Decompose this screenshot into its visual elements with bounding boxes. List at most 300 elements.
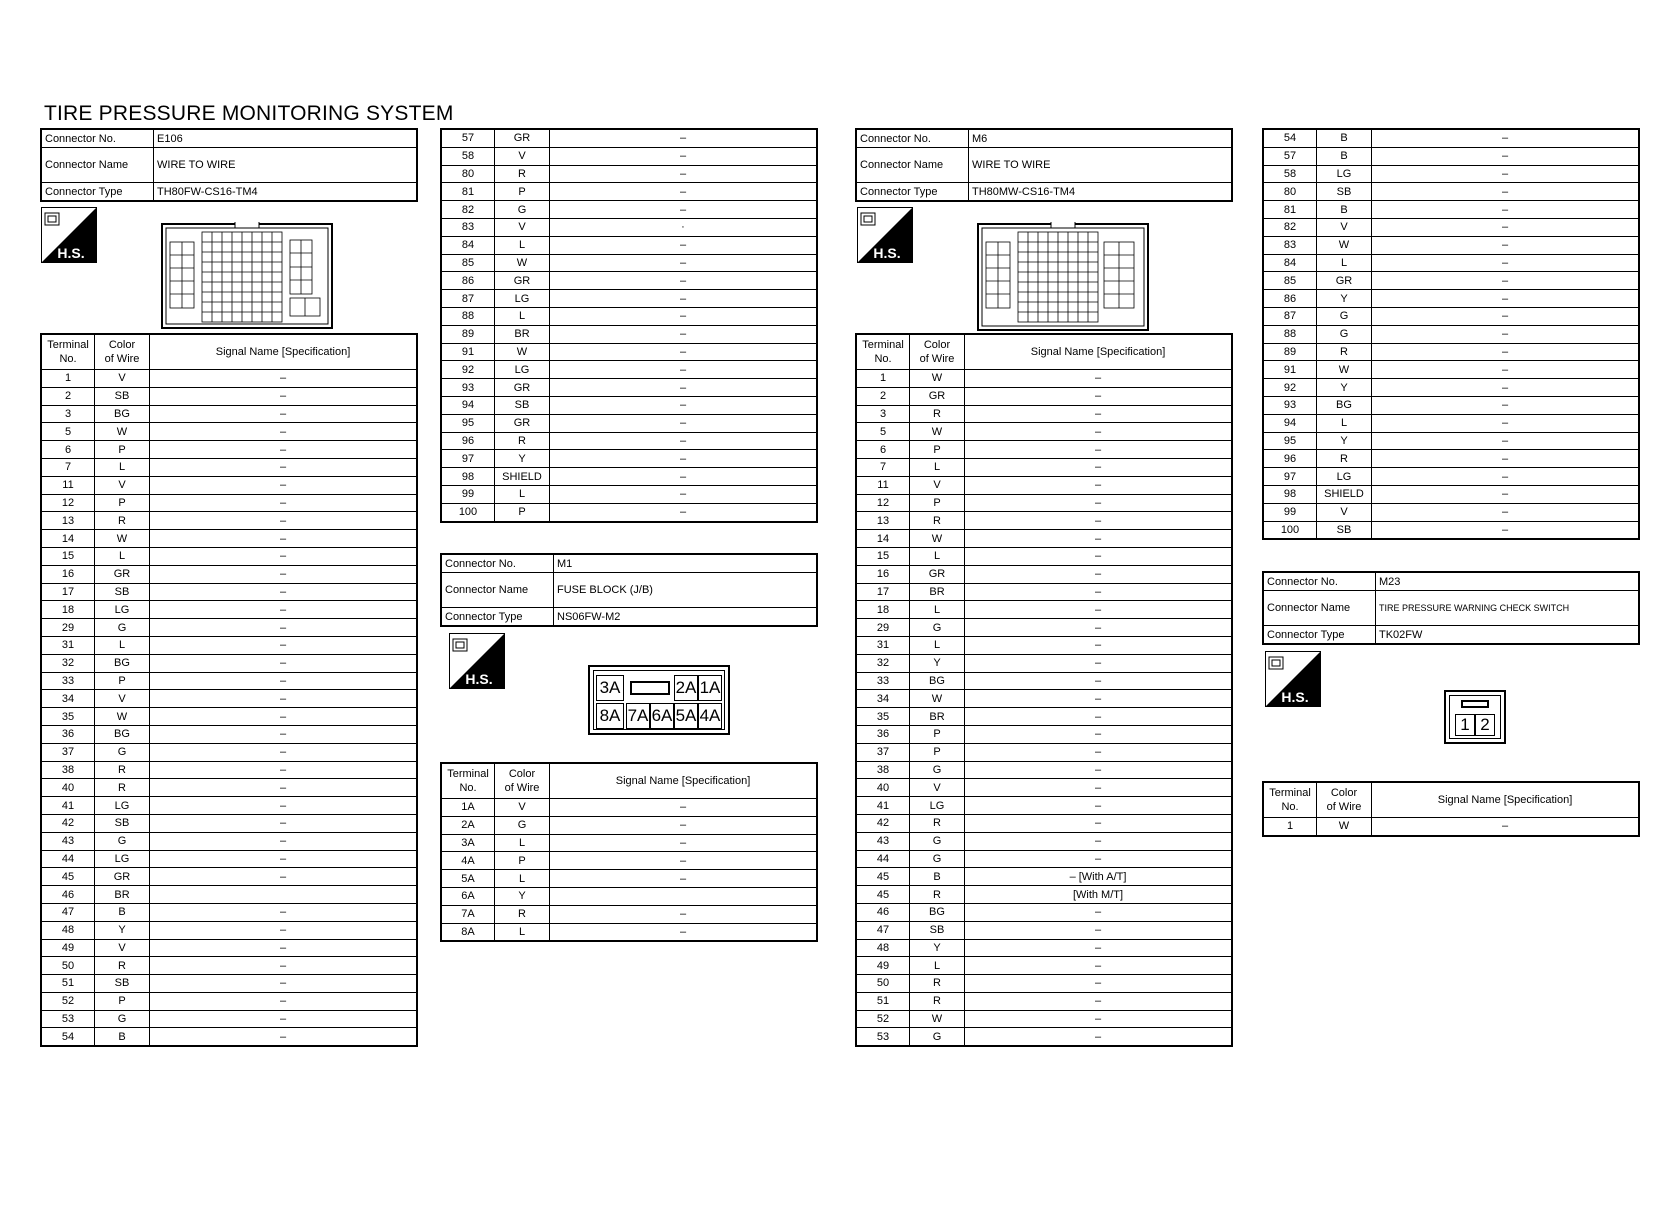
table-row bbox=[41, 1028, 417, 1046]
terminal-no-cell: 7 bbox=[41, 458, 95, 476]
terminal-no-cell: 34 bbox=[856, 690, 910, 708]
signal-name-cell: – bbox=[550, 147, 818, 165]
table-row bbox=[41, 850, 417, 868]
wire-color-cell: G bbox=[910, 761, 965, 779]
wire-color-cell: LG bbox=[95, 797, 150, 815]
wire-color-cell: SB bbox=[95, 975, 150, 993]
connector-lock bbox=[630, 681, 670, 695]
table-row bbox=[41, 779, 417, 797]
signal-name-cell: – bbox=[965, 903, 1233, 921]
table-row bbox=[441, 852, 817, 870]
terminal-no-cell: 37 bbox=[41, 743, 95, 761]
table-row bbox=[41, 797, 417, 815]
signal-name-cell: – bbox=[1372, 396, 1640, 414]
table-row bbox=[41, 992, 417, 1010]
cavity-8a: 8A bbox=[596, 703, 624, 729]
table-row bbox=[1263, 379, 1639, 397]
table-row bbox=[41, 672, 417, 690]
terminal-no-cell: 82 bbox=[441, 201, 495, 219]
signal-name-cell: – bbox=[550, 272, 818, 290]
connector-lock bbox=[1461, 700, 1489, 708]
wire-color-cell: W bbox=[910, 423, 965, 441]
terminal-no-cell: 93 bbox=[1263, 396, 1317, 414]
cavity-1: 1 bbox=[1455, 714, 1475, 736]
color-of-wire-header: Color of Wire bbox=[495, 763, 550, 799]
terminal-no-cell: 99 bbox=[1263, 503, 1317, 521]
wire-color-cell: P bbox=[95, 494, 150, 512]
terminal-no-cell: 80 bbox=[1263, 183, 1317, 201]
signal-name-cell: – bbox=[1372, 379, 1640, 397]
terminal-no-header: Terminal No. bbox=[41, 334, 95, 370]
signal-name-cell bbox=[550, 887, 818, 905]
terminal-no-cell: 14 bbox=[856, 530, 910, 548]
wire-color-cell: G bbox=[95, 832, 150, 850]
terminal-no-cell: 46 bbox=[856, 903, 910, 921]
table-row bbox=[856, 494, 1232, 512]
signal-name-cell: – bbox=[550, 183, 818, 201]
terminal-table-m6-a bbox=[855, 333, 1233, 1047]
table-row bbox=[856, 547, 1232, 565]
wire-color-cell: P bbox=[910, 725, 965, 743]
signal-name-header: Signal Name [Specification] bbox=[150, 334, 418, 370]
wire-color-cell: W bbox=[910, 1010, 965, 1028]
wire-color-cell: BG bbox=[95, 405, 150, 423]
wire-color-cell: L bbox=[495, 485, 550, 503]
connector-type-value: NS06FW-M2 bbox=[554, 608, 818, 627]
table-row bbox=[856, 992, 1232, 1010]
table-row bbox=[441, 468, 817, 486]
terminal-no-cell: 1 bbox=[41, 370, 95, 388]
table-row bbox=[856, 850, 1232, 868]
signal-name-cell: [With M/T] bbox=[965, 886, 1233, 904]
hs-label: H.S. bbox=[873, 245, 901, 261]
wire-color-cell: Y bbox=[1317, 432, 1372, 450]
table-row bbox=[41, 903, 417, 921]
signal-name-cell: – bbox=[550, 343, 818, 361]
cavity-4a: 4A bbox=[698, 703, 722, 729]
connector-info-m23 bbox=[1262, 571, 1640, 645]
table-row bbox=[856, 423, 1232, 441]
table-row bbox=[856, 814, 1232, 832]
table-row bbox=[1263, 396, 1639, 414]
terminal-no-cell: 42 bbox=[41, 814, 95, 832]
terminal-table-e106-b bbox=[440, 128, 818, 523]
wire-color-cell: V bbox=[910, 476, 965, 494]
wire-color-cell: G bbox=[495, 816, 550, 834]
table-row bbox=[441, 201, 817, 219]
terminal-no-cell: 1A bbox=[441, 799, 495, 817]
table-row bbox=[856, 708, 1232, 726]
signal-name-cell: – bbox=[150, 1010, 418, 1028]
signal-name-cell: – bbox=[1372, 201, 1640, 219]
table-row bbox=[441, 236, 817, 254]
table-row bbox=[1263, 307, 1639, 325]
wire-color-cell: L bbox=[910, 636, 965, 654]
table-row bbox=[856, 725, 1232, 743]
wire-color-cell: G bbox=[1317, 307, 1372, 325]
wire-color-cell: V bbox=[95, 476, 150, 494]
wire-color-cell: W bbox=[95, 708, 150, 726]
wire-color-cell: P bbox=[95, 672, 150, 690]
signal-name-cell: – bbox=[150, 405, 418, 423]
terminal-no-cell: 29 bbox=[856, 619, 910, 637]
wire-color-cell: G bbox=[95, 619, 150, 637]
table-row bbox=[856, 779, 1232, 797]
terminal-no-cell: 54 bbox=[1263, 129, 1317, 147]
terminal-no-cell: 85 bbox=[1263, 272, 1317, 290]
terminal-no-cell: 3A bbox=[441, 834, 495, 852]
table-row bbox=[41, 1010, 417, 1028]
wire-color-cell: GR bbox=[495, 272, 550, 290]
terminal-no-cell: 42 bbox=[856, 814, 910, 832]
signal-name-cell: – bbox=[965, 583, 1233, 601]
wire-color-cell: W bbox=[495, 343, 550, 361]
color-of-wire-header: Color of Wire bbox=[95, 334, 150, 370]
table-row bbox=[856, 868, 1232, 886]
wire-color-cell: G bbox=[910, 1028, 965, 1046]
signal-name-cell: – bbox=[150, 903, 418, 921]
connector-name-label: Connector Name bbox=[441, 573, 554, 608]
cavity-7a: 7A bbox=[626, 703, 650, 729]
table-row bbox=[41, 619, 417, 637]
terminal-no-cell: 40 bbox=[856, 779, 910, 797]
wire-color-cell: V bbox=[1317, 218, 1372, 236]
signal-name-cell: – bbox=[150, 370, 418, 388]
wire-color-cell: BG bbox=[910, 672, 965, 690]
signal-name-cell: – bbox=[965, 601, 1233, 619]
signal-name-cell: – bbox=[965, 441, 1233, 459]
table-row bbox=[856, 565, 1232, 583]
cavity-6a: 6A bbox=[650, 703, 674, 729]
wire-color-cell: L bbox=[95, 547, 150, 565]
terminal-no-cell: 5A bbox=[441, 870, 495, 888]
table-row bbox=[41, 512, 417, 530]
terminal-no-cell: 47 bbox=[41, 903, 95, 921]
wire-color-cell: Y bbox=[95, 921, 150, 939]
signal-name-cell: · bbox=[550, 218, 818, 236]
signal-name-cell: – bbox=[150, 387, 418, 405]
table-row bbox=[441, 183, 817, 201]
signal-name-cell: – bbox=[150, 512, 418, 530]
connector-face-m23 bbox=[1444, 690, 1506, 744]
signal-name-cell: – bbox=[1372, 343, 1640, 361]
table-row bbox=[1263, 450, 1639, 468]
table-row bbox=[1263, 361, 1639, 379]
terminal-no-cell: 6A bbox=[441, 887, 495, 905]
table-row bbox=[856, 832, 1232, 850]
wire-color-cell: W bbox=[1317, 236, 1372, 254]
table-row bbox=[1263, 236, 1639, 254]
connector-no-value: E106 bbox=[154, 129, 418, 148]
table-row bbox=[41, 939, 417, 957]
table-row bbox=[41, 565, 417, 583]
connector-name-value: WIRE TO WIRE bbox=[969, 148, 1233, 183]
connector-no-value: M1 bbox=[554, 554, 818, 573]
wire-color-cell: B bbox=[95, 1028, 150, 1046]
terminal-no-cell: 3 bbox=[41, 405, 95, 423]
terminal-no-cell: 99 bbox=[441, 485, 495, 503]
terminal-no-cell: 49 bbox=[41, 939, 95, 957]
terminal-no-cell: 11 bbox=[41, 476, 95, 494]
terminal-no-cell: 97 bbox=[1263, 468, 1317, 486]
table-row bbox=[1263, 272, 1639, 290]
cavity-3a: 3A bbox=[596, 675, 624, 701]
table-row bbox=[856, 743, 1232, 761]
table-row bbox=[856, 512, 1232, 530]
table-row bbox=[1263, 432, 1639, 450]
terminal-no-cell: 5 bbox=[856, 423, 910, 441]
terminal-no-cell: 31 bbox=[41, 636, 95, 654]
signal-name-cell: – bbox=[150, 654, 418, 672]
terminal-no-cell: 34 bbox=[41, 690, 95, 708]
signal-name-cell: – bbox=[150, 601, 418, 619]
signal-name-cell: – bbox=[550, 254, 818, 272]
terminal-no-cell: 95 bbox=[1263, 432, 1317, 450]
wire-color-cell: R bbox=[95, 779, 150, 797]
table-row bbox=[856, 690, 1232, 708]
wire-color-cell: R bbox=[910, 512, 965, 530]
wire-color-cell: P bbox=[495, 503, 550, 521]
connector-name-value: WIRE TO WIRE bbox=[154, 148, 418, 183]
wire-color-cell: G bbox=[910, 832, 965, 850]
wire-color-cell: L bbox=[495, 307, 550, 325]
table-row bbox=[41, 601, 417, 619]
wire-color-cell: R bbox=[95, 512, 150, 530]
signal-name-cell: – bbox=[150, 458, 418, 476]
signal-name-cell: – bbox=[1372, 254, 1640, 272]
signal-name-cell: – bbox=[150, 779, 418, 797]
wire-color-cell: BR bbox=[910, 583, 965, 601]
signal-name-cell: – bbox=[150, 1028, 418, 1046]
terminal-no-cell: 44 bbox=[41, 850, 95, 868]
terminal-no-cell: 4A bbox=[441, 852, 495, 870]
table-row bbox=[441, 414, 817, 432]
terminal-table-m6-b bbox=[1262, 128, 1640, 540]
terminal-no-cell: 1 bbox=[1263, 818, 1317, 836]
terminal-table-m1 bbox=[440, 762, 818, 942]
table-row bbox=[441, 325, 817, 343]
table-row bbox=[856, 975, 1232, 993]
signal-name-cell: – bbox=[965, 690, 1233, 708]
connector-no-label: Connector No. bbox=[1263, 572, 1376, 591]
wire-color-cell: W bbox=[910, 370, 965, 388]
terminal-no-cell: 18 bbox=[856, 601, 910, 619]
terminal-no-cell: 6 bbox=[856, 441, 910, 459]
table-row bbox=[41, 957, 417, 975]
table-row bbox=[856, 530, 1232, 548]
table-row bbox=[856, 619, 1232, 637]
terminal-no-header: Terminal No. bbox=[441, 763, 495, 799]
table-row bbox=[41, 636, 417, 654]
connector-info-m6 bbox=[855, 128, 1233, 202]
wire-color-cell: R bbox=[1317, 343, 1372, 361]
table-row bbox=[856, 441, 1232, 459]
signal-name-cell: – bbox=[150, 761, 418, 779]
wire-color-cell: SB bbox=[1317, 183, 1372, 201]
signal-name-cell: – bbox=[550, 503, 818, 521]
table-row bbox=[41, 405, 417, 423]
wire-color-cell: V bbox=[495, 799, 550, 817]
signal-name-cell: – bbox=[150, 619, 418, 637]
table-row bbox=[441, 503, 817, 521]
wire-color-cell: G bbox=[910, 850, 965, 868]
signal-name-cell: – bbox=[965, 672, 1233, 690]
signal-name-cell: – bbox=[550, 129, 818, 147]
terminal-no-cell: 49 bbox=[856, 957, 910, 975]
wire-color-cell: V bbox=[95, 370, 150, 388]
signal-name-cell: – bbox=[150, 565, 418, 583]
wire-color-cell: W bbox=[95, 423, 150, 441]
wire-color-cell: P bbox=[495, 852, 550, 870]
wire-color-cell: GR bbox=[910, 565, 965, 583]
wire-color-cell: Y bbox=[910, 654, 965, 672]
signal-name-cell: – bbox=[965, 458, 1233, 476]
cavity-2a: 2A bbox=[674, 675, 698, 701]
terminal-no-cell: 16 bbox=[41, 565, 95, 583]
signal-name-cell: – bbox=[965, 494, 1233, 512]
table-row bbox=[41, 886, 417, 904]
terminal-no-cell: 2 bbox=[856, 387, 910, 405]
terminal-no-cell: 5 bbox=[41, 423, 95, 441]
connector-no-value: M6 bbox=[969, 129, 1233, 148]
table-row bbox=[41, 761, 417, 779]
terminal-no-cell: 2 bbox=[41, 387, 95, 405]
terminal-no-cell: 100 bbox=[441, 503, 495, 521]
table-row bbox=[441, 307, 817, 325]
table-row bbox=[41, 921, 417, 939]
connector-type-label: Connector Type bbox=[441, 608, 554, 627]
table-row bbox=[1263, 165, 1639, 183]
terminal-no-cell: 12 bbox=[41, 494, 95, 512]
wire-color-cell: Y bbox=[1317, 379, 1372, 397]
wire-color-cell: G bbox=[495, 201, 550, 219]
signal-name-cell: – bbox=[1372, 503, 1640, 521]
signal-name-cell: – bbox=[965, 530, 1233, 548]
table-row bbox=[1263, 147, 1639, 165]
terminal-no-cell: 58 bbox=[1263, 165, 1317, 183]
signal-name-cell: – bbox=[1372, 485, 1640, 503]
signal-name-cell: – bbox=[965, 850, 1233, 868]
connector-name-label: Connector Name bbox=[1263, 591, 1376, 626]
wire-color-cell: G bbox=[910, 619, 965, 637]
table-row bbox=[1263, 343, 1639, 361]
wire-color-cell: SB bbox=[1317, 521, 1372, 539]
terminal-no-cell: 44 bbox=[856, 850, 910, 868]
signal-name-cell: – bbox=[965, 797, 1233, 815]
table-row bbox=[1263, 325, 1639, 343]
table-row bbox=[41, 530, 417, 548]
wire-color-cell: B bbox=[910, 868, 965, 886]
terminal-no-cell: 96 bbox=[441, 432, 495, 450]
terminal-no-cell: 91 bbox=[441, 343, 495, 361]
wire-color-cell: BG bbox=[910, 903, 965, 921]
signal-name-cell: – bbox=[1372, 272, 1640, 290]
signal-name-cell: – bbox=[965, 476, 1233, 494]
wire-color-cell: W bbox=[1317, 818, 1372, 836]
wire-color-cell: R bbox=[910, 814, 965, 832]
wire-color-cell: SB bbox=[95, 387, 150, 405]
wire-color-cell: LG bbox=[1317, 468, 1372, 486]
signal-name-cell: – bbox=[150, 547, 418, 565]
terminal-no-cell: 88 bbox=[441, 307, 495, 325]
wire-color-cell: R bbox=[910, 886, 965, 904]
signal-name-cell: – bbox=[965, 1010, 1233, 1028]
terminal-no-cell: 43 bbox=[856, 832, 910, 850]
terminal-no-cell: 97 bbox=[441, 450, 495, 468]
wire-color-cell: LG bbox=[910, 797, 965, 815]
terminal-no-cell: 52 bbox=[856, 1010, 910, 1028]
signal-name-cell: – bbox=[1372, 147, 1640, 165]
signal-name-cell: – bbox=[150, 423, 418, 441]
table-row bbox=[41, 832, 417, 850]
wire-color-cell: R bbox=[910, 975, 965, 993]
table-row bbox=[441, 343, 817, 361]
terminal-no-cell: 48 bbox=[856, 939, 910, 957]
terminal-no-cell: 92 bbox=[441, 361, 495, 379]
table-row bbox=[441, 834, 817, 852]
table-row bbox=[856, 797, 1232, 815]
signal-name-cell: – bbox=[550, 432, 818, 450]
wire-color-cell: BR bbox=[95, 886, 150, 904]
table-row bbox=[1263, 818, 1639, 836]
connector-type-value: TK02FW bbox=[1376, 626, 1640, 645]
table-row bbox=[441, 905, 817, 923]
wire-color-cell: L bbox=[495, 834, 550, 852]
signal-name-cell: – bbox=[1372, 290, 1640, 308]
signal-name-cell: – bbox=[1372, 361, 1640, 379]
connector-type-value: TH80MW-CS16-TM4 bbox=[969, 183, 1233, 202]
color-of-wire-header: Color of Wire bbox=[910, 334, 965, 370]
table-row bbox=[856, 957, 1232, 975]
table-row bbox=[856, 1010, 1232, 1028]
signal-name-cell: – bbox=[965, 619, 1233, 637]
signal-name-cell: – bbox=[150, 530, 418, 548]
signal-name-cell: – bbox=[150, 975, 418, 993]
signal-name-cell: – bbox=[150, 672, 418, 690]
connector-no-value: M23 bbox=[1376, 572, 1640, 591]
signal-name-cell: – bbox=[150, 690, 418, 708]
connector-no-label: Connector No. bbox=[856, 129, 969, 148]
wire-color-cell: BR bbox=[910, 708, 965, 726]
terminal-no-cell: 98 bbox=[1263, 485, 1317, 503]
terminal-no-cell: 95 bbox=[441, 414, 495, 432]
terminal-no-cell: 92 bbox=[1263, 379, 1317, 397]
signal-name-cell: – bbox=[965, 370, 1233, 388]
wire-color-cell: L bbox=[1317, 254, 1372, 272]
wire-color-cell: P bbox=[910, 441, 965, 459]
harness-side-icon bbox=[1265, 651, 1321, 707]
wire-color-cell: G bbox=[95, 1010, 150, 1028]
table-row bbox=[41, 441, 417, 459]
wire-color-cell: GR bbox=[95, 565, 150, 583]
terminal-no-cell: 80 bbox=[441, 165, 495, 183]
terminal-no-header: Terminal No. bbox=[1263, 782, 1317, 818]
signal-name-cell: – bbox=[965, 814, 1233, 832]
signal-name-cell: – bbox=[150, 957, 418, 975]
connector-name-value: TIRE PRESSURE WARNING CHECK SWITCH bbox=[1376, 591, 1640, 626]
wire-color-cell: V bbox=[95, 939, 150, 957]
table-row bbox=[441, 290, 817, 308]
wire-color-cell: W bbox=[1317, 361, 1372, 379]
table-row bbox=[41, 387, 417, 405]
table-row bbox=[41, 690, 417, 708]
table-row bbox=[1263, 485, 1639, 503]
wire-color-cell: GR bbox=[910, 387, 965, 405]
wire-color-cell: R bbox=[910, 992, 965, 1010]
table-row bbox=[41, 868, 417, 886]
wire-color-cell: GR bbox=[495, 414, 550, 432]
table-row bbox=[41, 423, 417, 441]
